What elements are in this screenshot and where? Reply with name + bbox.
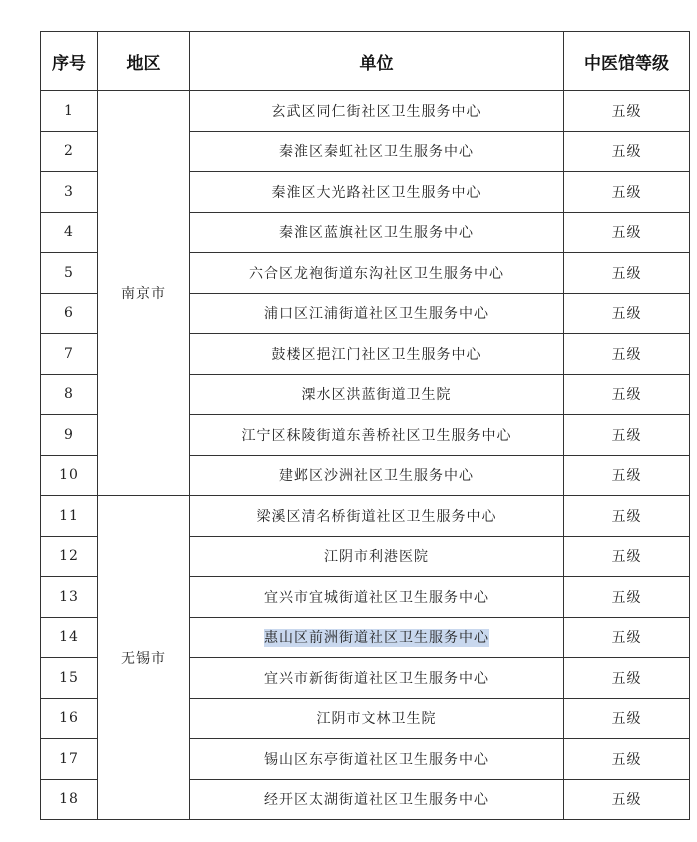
unit-cell: 秦淮区秦虹社区卫生服务中心 — [190, 131, 564, 172]
header-region: 地区 — [98, 32, 190, 91]
unit-cell: 江宁区秣陵街道东善桥社区卫生服务中心 — [190, 415, 564, 456]
unit-cell: 玄武区同仁街社区卫生服务中心 — [190, 91, 564, 132]
row-number: 3 — [41, 172, 98, 213]
row-number: 13 — [41, 577, 98, 618]
row-number: 7 — [41, 334, 98, 375]
unit-cell: 建邺区沙洲社区卫生服务中心 — [190, 455, 564, 496]
table-body — [41, 91, 690, 820]
row-number: 8 — [41, 374, 98, 415]
grade-table — [40, 31, 690, 820]
unit-cell: 宜兴市新街街道社区卫生服务中心 — [190, 658, 564, 699]
row-number: 18 — [41, 779, 98, 820]
grade-cell: 五级 — [564, 293, 690, 334]
unit-cell: 鼓楼区挹江门社区卫生服务中心 — [190, 334, 564, 375]
region-cell: 无锡市 — [98, 496, 190, 820]
row-number: 16 — [41, 698, 98, 739]
grade-cell: 五级 — [564, 91, 690, 132]
row-number: 15 — [41, 658, 98, 699]
row-number: 9 — [41, 415, 98, 456]
table-row — [41, 91, 690, 132]
unit-cell: 经开区太湖街道社区卫生服务中心 — [190, 779, 564, 820]
grade-cell: 五级 — [564, 374, 690, 415]
row-number: 1 — [41, 91, 98, 132]
row-number: 5 — [41, 253, 98, 294]
grade-cell: 五级 — [564, 536, 690, 577]
table-row — [41, 496, 690, 537]
row-number: 4 — [41, 212, 98, 253]
unit-cell: 秦淮区大光路社区卫生服务中心 — [190, 172, 564, 213]
grade-cell: 五级 — [564, 658, 690, 699]
header-row — [41, 32, 690, 91]
unit-cell — [190, 617, 564, 658]
grade-cell: 五级 — [564, 172, 690, 213]
grade-cell: 五级 — [564, 698, 690, 739]
grade-cell: 五级 — [564, 617, 690, 658]
row-number: 2 — [41, 131, 98, 172]
grade-cell: 五级 — [564, 334, 690, 375]
grade-cell: 五级 — [564, 131, 690, 172]
grade-cell: 五级 — [564, 779, 690, 820]
unit-cell: 宜兴市宜城街道社区卫生服务中心 — [190, 577, 564, 618]
row-number: 17 — [41, 739, 98, 780]
unit-cell: 江阴市利港医院 — [190, 536, 564, 577]
table-header — [41, 32, 690, 91]
header-unit: 单位 — [190, 32, 564, 91]
row-number: 10 — [41, 455, 98, 496]
header-grade: 中医馆等级 — [564, 32, 690, 91]
grade-cell: 五级 — [564, 212, 690, 253]
unit-cell: 溧水区洪蓝街道卫生院 — [190, 374, 564, 415]
grade-cell: 五级 — [564, 455, 690, 496]
grade-cell: 五级 — [564, 739, 690, 780]
unit-cell: 锡山区东亭街道社区卫生服务中心 — [190, 739, 564, 780]
unit-cell: 六合区龙袍街道东沟社区卫生服务中心 — [190, 253, 564, 294]
row-number: 6 — [41, 293, 98, 334]
grade-cell: 五级 — [564, 577, 690, 618]
grade-cell: 五级 — [564, 253, 690, 294]
row-number: 12 — [41, 536, 98, 577]
header-number: 序号 — [41, 32, 98, 91]
unit-cell: 秦淮区蓝旗社区卫生服务中心 — [190, 212, 564, 253]
unit-cell: 梁溪区清名桥街道社区卫生服务中心 — [190, 496, 564, 537]
highlighted-unit-text[interactable]: 惠山区前洲街道社区卫生服务中心 — [264, 630, 489, 647]
row-number: 14 — [41, 617, 98, 658]
region-cell: 南京市 — [98, 91, 190, 496]
unit-cell: 江阴市文林卫生院 — [190, 698, 564, 739]
row-number: 11 — [41, 496, 98, 537]
grade-cell: 五级 — [564, 415, 690, 456]
unit-cell: 浦口区江浦街道社区卫生服务中心 — [190, 293, 564, 334]
grade-cell: 五级 — [564, 496, 690, 537]
